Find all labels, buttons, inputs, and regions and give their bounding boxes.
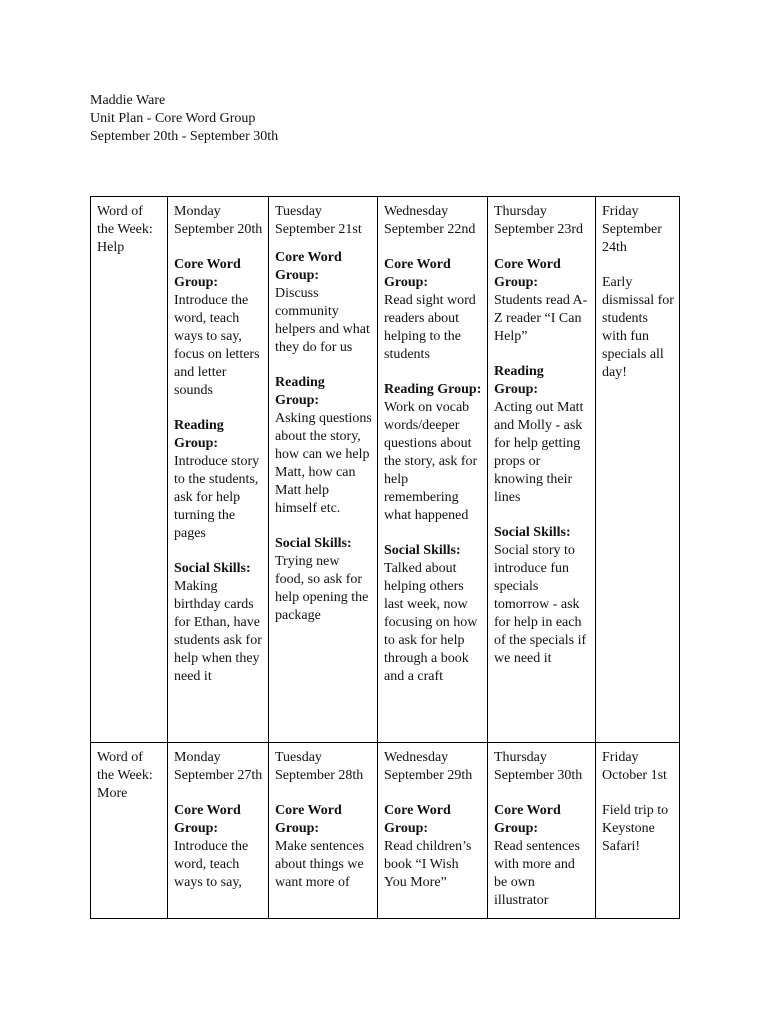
reading-label: Reading Group: <box>174 418 224 451</box>
reading-label: Reading Group: <box>384 382 482 397</box>
reading-text: Asking questions about the story, how can we help Matt, how can Matt help himself etc. <box>275 411 372 516</box>
unit-plan-table <box>90 196 680 919</box>
document-title: Unit Plan - Core Word Group <box>90 111 256 126</box>
core-word-text: Read sight word readers about helping to the students <box>384 293 476 362</box>
reading-text: Introduce story to the students, ask for help turning the pages <box>174 454 260 541</box>
social-label: Social Skills: <box>384 543 461 558</box>
author-name: Maddie Ware <box>90 93 166 108</box>
core-word-text: Discuss community helpers and what they do for us <box>275 286 370 355</box>
core-word-text: Students read A-Z reader “I Can Help” <box>494 293 588 344</box>
day-cell-tuesday <box>269 743 378 919</box>
day-note: Early dismissal for students with fun specials all day! <box>602 275 674 380</box>
day-date: Monday September 20th <box>174 204 263 237</box>
core-word-label: Core Word Group: <box>384 803 451 836</box>
day-cell-wednesday <box>378 197 488 743</box>
day-date: Wednesday September 29th <box>384 750 473 783</box>
week-row-help <box>91 197 680 743</box>
word-of-week-cell <box>91 743 168 919</box>
core-word-label: Core Word Group: <box>275 803 342 836</box>
day-date: Thursday September 30th <box>494 750 583 783</box>
day-cell-friday <box>596 197 680 743</box>
day-date: Tuesday September 21st <box>275 204 362 237</box>
day-cell-thursday <box>488 197 596 743</box>
day-cell-monday <box>168 743 269 919</box>
day-cell-tuesday <box>269 197 378 743</box>
social-label: Social Skills: <box>174 561 251 576</box>
core-word-label: Core Word Group: <box>384 257 451 290</box>
day-date: Friday October 1st <box>602 750 667 783</box>
word-of-week-label: Word of the Week: Help <box>97 204 153 255</box>
social-text: Talked about helping others last week, now focusing on how to ask for help through a book and a craft <box>384 561 478 684</box>
word-of-week-label: Word of the Week: More <box>97 750 153 801</box>
reading-text: Acting out Matt and Molly - ask for help getting props or knowing their lines <box>494 400 584 505</box>
core-word-text: Introduce the word, teach ways to say, <box>174 839 249 890</box>
core-word-label: Core Word Group: <box>494 803 561 836</box>
day-cell-thursday <box>488 743 596 919</box>
social-text: Trying new food, so ask for help opening the package <box>275 554 369 623</box>
reading-label: Reading Group: <box>275 375 325 408</box>
core-word-label: Core Word Group: <box>174 257 241 290</box>
day-date: Wednesday September 22nd <box>384 204 476 237</box>
reading-label: Reading Group: <box>494 364 544 397</box>
core-word-text: Read sentences with more and be own illustrator <box>494 839 580 908</box>
day-cell-monday <box>168 197 269 743</box>
reading-text: Work on vocab words/deeper questions about the story, ask for help remembering what happened <box>384 400 478 523</box>
core-word-label: Core Word Group: <box>174 803 241 836</box>
day-cell-friday <box>596 743 680 919</box>
core-word-text: Introduce the word, teach ways to say, focus on letters and letter sounds <box>174 293 260 398</box>
day-date: Thursday September 23rd <box>494 204 584 237</box>
day-note: Field trip to Keystone Safari! <box>602 803 669 854</box>
core-word-text: Make sentences about things we want more of <box>275 839 365 890</box>
document-header <box>90 92 278 146</box>
day-cell-wednesday <box>378 743 488 919</box>
date-range: September 20th - September 30th <box>90 129 279 144</box>
social-text: Making birthday cards for Ethan, have students ask for help when they need it <box>174 579 262 684</box>
week-row-more <box>91 743 680 919</box>
social-label: Social Skills: <box>494 525 571 540</box>
day-date: Monday September 27th <box>174 750 263 783</box>
core-word-label: Core Word Group: <box>275 250 342 283</box>
social-text: Social story to introduce fun specials tomorrow - ask for help in each of the specials if we need it <box>494 543 587 666</box>
social-label: Social Skills: <box>275 536 352 551</box>
core-word-label: Core Word Group: <box>494 257 561 290</box>
day-date: Friday September 24th <box>602 204 662 255</box>
core-word-text: Read children’s book “I Wish You More” <box>384 839 472 890</box>
day-date: Tuesday September 28th <box>275 750 364 783</box>
word-of-week-cell <box>91 197 168 743</box>
